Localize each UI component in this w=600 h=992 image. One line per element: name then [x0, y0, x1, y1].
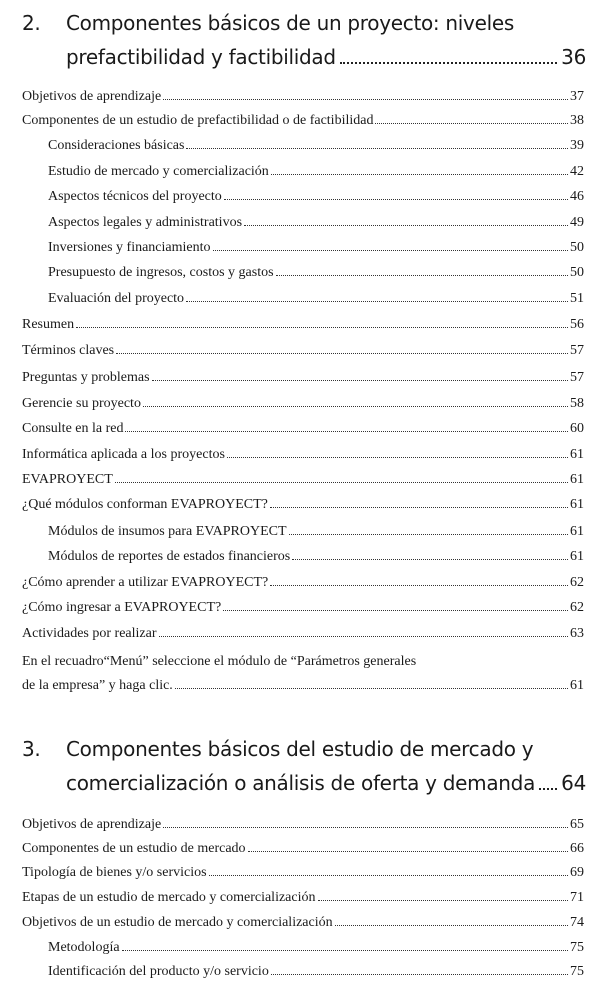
chapter-number: 3.	[22, 737, 41, 761]
dot-leader	[175, 688, 568, 689]
toc-subentry[interactable]: Aspectos legales y administrativos 49	[48, 215, 584, 230]
toc-entry-multiline[interactable]: En el recuadro“Menú” seleccione el módulo de “Parámetros generales de la empresa” y haga clic. 61	[22, 654, 584, 693]
toc-subentry[interactable]: Metodología 75	[48, 940, 584, 955]
toc-subentry[interactable]: Identificación del producto y/o servicio 75	[48, 964, 584, 979]
toc-entry[interactable]: Objetivos de un estudio de mercado y comercialización 74	[22, 915, 584, 930]
toc-subentry[interactable]: Módulos de reportes de estados financieros 61	[48, 549, 584, 564]
dot-leader	[539, 788, 557, 790]
toc-subentry[interactable]: Aspectos técnicos del proyecto 46	[48, 189, 584, 204]
toc-entry[interactable]: Actividades por realizar 63	[22, 626, 584, 641]
toc-entry[interactable]: Preguntas y problemas 57	[22, 370, 584, 385]
toc-entry[interactable]: Términos claves 57	[22, 343, 584, 358]
toc-entry[interactable]: Componentes de un estudio de mercado 66	[22, 841, 584, 856]
dot-leader	[340, 62, 557, 64]
chapter-number: 2.	[22, 11, 41, 35]
chapter-title-line1: Componentes básicos del estudio de mercado y	[66, 737, 534, 761]
toc-entry[interactable]: Componentes de un estudio de prefactibilidad o de factibilidad 38	[22, 113, 584, 128]
toc-subentry[interactable]: Presupuesto de ingresos, costos y gastos 50	[48, 265, 584, 280]
toc-entry[interactable]: Etapas de un estudio de mercado y comercialización 71	[22, 890, 584, 905]
toc-entry[interactable]: ¿Qué módulos conforman EVAPROYECT? 61	[22, 497, 584, 512]
toc-entry[interactable]: Consulte en la red 60	[22, 421, 584, 436]
toc-entry[interactable]: ¿Cómo aprender a utilizar EVAPROYECT? 62	[22, 575, 584, 590]
toc-entry[interactable]: Informática aplicada a los proyectos 61	[22, 447, 584, 462]
toc-entry[interactable]: Objetivos de aprendizaje 65	[22, 817, 584, 832]
toc-subentry[interactable]: Consideraciones básicas 39	[48, 138, 584, 153]
chapter-title-line2: prefactibilidad y factibilidad	[66, 45, 336, 69]
toc-entry[interactable]: Objetivos de aprendizaje 37	[22, 89, 584, 104]
toc-entry[interactable]: Resumen 56	[22, 317, 584, 332]
toc-entry[interactable]: Gerencie su proyecto 58	[22, 396, 584, 411]
toc-subentry[interactable]: Inversiones y financiamiento 50	[48, 240, 584, 255]
chapter-title-line1: Componentes básicos de un proyecto: niveles	[66, 11, 514, 35]
toc-entry[interactable]: Tipología de bienes y/o servicios 69	[22, 865, 584, 880]
chapter-page: 64	[561, 771, 586, 795]
toc-subentry[interactable]: Módulos de insumos para EVAPROYECT 61	[48, 524, 584, 539]
chapter-page: 36	[561, 45, 586, 69]
toc-entry[interactable]: EVAPROYECT 61	[22, 472, 584, 487]
chapter-title-line2: comercialización o análisis de oferta y demanda	[66, 771, 536, 795]
toc-subentry[interactable]: Estudio de mercado y comercialización 42	[48, 164, 584, 179]
toc-subentry[interactable]: Evaluación del proyecto 51	[48, 291, 584, 306]
toc-entry[interactable]: ¿Cómo ingresar a EVAPROYECT? 62	[22, 600, 584, 615]
